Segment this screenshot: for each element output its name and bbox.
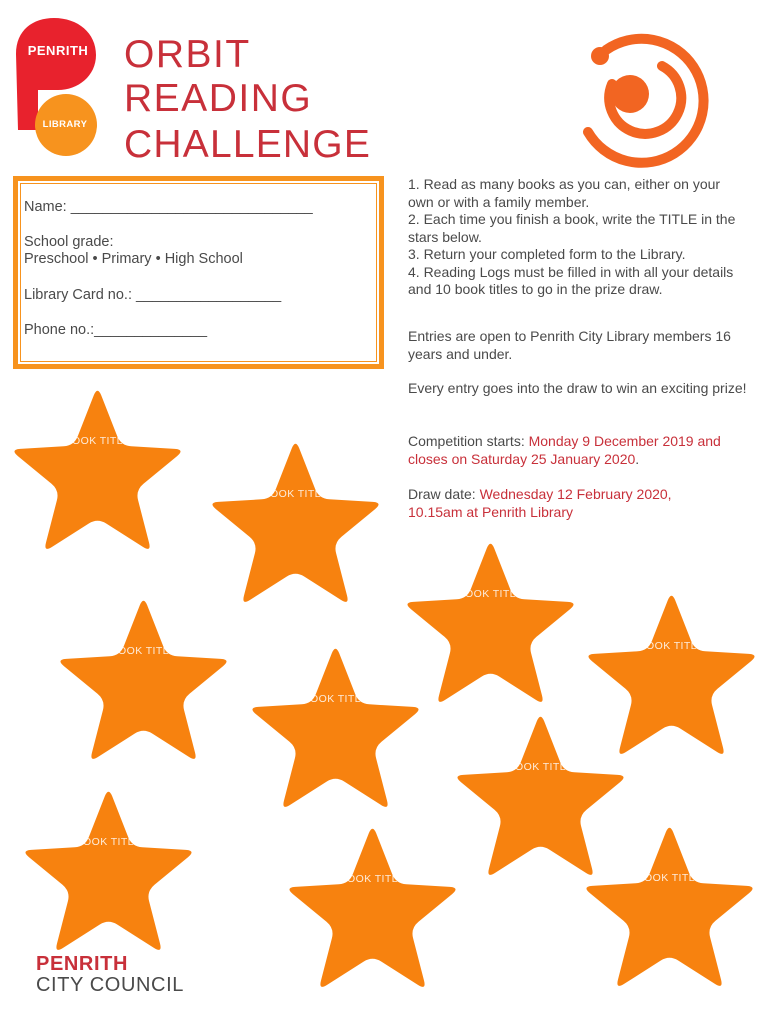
title-line-challenge: CHALLENGE <box>124 123 372 166</box>
star-icon <box>21 786 196 954</box>
book-title-label: BOOK TITLE <box>339 873 406 885</box>
competition-label: Competition starts: <box>408 433 529 449</box>
entries-text: Entries are open to Penrith City Library members 16 years and under. <box>408 328 731 362</box>
star-icon <box>248 643 423 811</box>
school-grade-options[interactable]: Preschool • Primary • High School <box>24 251 243 267</box>
rule-item: 2. Each time you finish a book, write the TITLE in the stars below. <box>408 211 736 245</box>
book-title-label: BOOK TITLE <box>302 693 369 705</box>
book-title-star[interactable] <box>285 823 460 991</box>
draw-date <box>408 486 748 521</box>
book-title-star[interactable] <box>56 595 231 763</box>
council-logo-penrith: PENRITH <box>36 953 128 975</box>
book-title-star[interactable] <box>10 385 185 553</box>
book-title-star[interactable] <box>248 643 423 811</box>
book-title-label: BOOK TITLE <box>262 488 329 500</box>
every-entry-text: Every entry goes into the draw to win an exciting prize! <box>408 380 747 396</box>
draw-date-value: Wednesday 12 February 2020, <box>479 486 672 502</box>
star-icon <box>582 822 757 990</box>
book-title-label: BOOK TITLE <box>638 640 705 652</box>
book-title-star[interactable] <box>403 538 578 706</box>
title-line-reading: READING <box>124 77 313 120</box>
star-icon <box>10 385 185 553</box>
council-logo-city-council: CITY COUNCIL <box>36 974 184 996</box>
phone-field[interactable]: Phone no.:______________ <box>24 322 208 338</box>
star-icon <box>403 538 578 706</box>
book-title-label: BOOK TITLE <box>64 435 131 447</box>
competition-dates <box>408 433 748 468</box>
orbit-icon <box>566 22 716 172</box>
school-grade-label: School grade: <box>24 234 114 250</box>
rule-item: 4. Reading Logs must be filled in with all your details and 10 book titles to go in the prize draw. <box>408 263 734 297</box>
book-title-label: BOOK TITLE <box>507 761 574 773</box>
book-title-label: BOOK TITLE <box>636 872 703 884</box>
star-icon <box>285 823 460 991</box>
logo-penrith-text: PENRITH <box>27 43 89 58</box>
penrith-library-logo <box>16 18 106 158</box>
title-line-orbit: ORBIT <box>124 33 251 76</box>
rule-item: 3. Return your completed form to the Library. <box>408 246 686 262</box>
rules-list <box>408 176 748 299</box>
book-title-label: BOOK TITLE <box>75 836 142 848</box>
star-icon <box>208 438 383 606</box>
book-title-label: BOOK TITLE <box>457 588 524 600</box>
book-title-label: BOOK TITLE <box>110 645 177 657</box>
library-card-field[interactable]: Library Card no.: __________________ <box>24 287 282 303</box>
draw-location: 10.15am at Penrith Library <box>408 503 573 520</box>
name-field[interactable]: Name: ______________________________ <box>24 199 313 215</box>
book-title-star[interactable] <box>21 786 196 954</box>
draw-label: Draw date: <box>408 486 480 502</box>
competition-end: . <box>635 450 640 467</box>
book-title-star[interactable] <box>582 822 757 990</box>
competition-date-range: Monday 9 December 2019 and closes on Saturday 25 January 2020 <box>408 433 721 467</box>
book-title-star[interactable] <box>208 438 383 606</box>
rule-item: 1. Read as many books as you can, either on your own or with a family member. <box>408 176 721 210</box>
star-icon <box>56 595 231 763</box>
logo-library-text: LIBRARY <box>42 119 88 130</box>
